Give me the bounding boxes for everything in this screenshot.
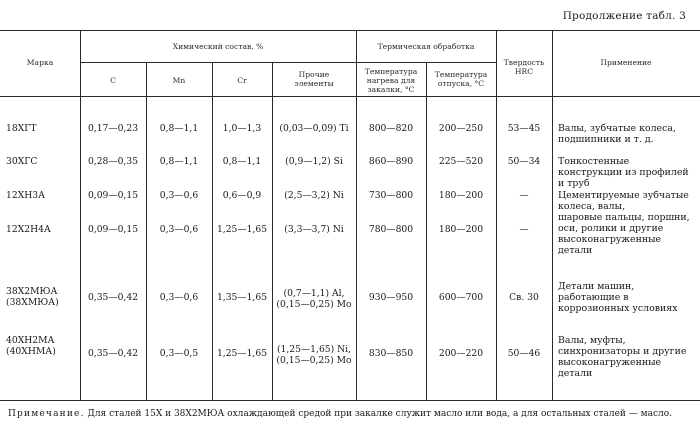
row-quench: 930—950 bbox=[368, 292, 414, 303]
footnote-lead: Примечание. bbox=[8, 409, 85, 419]
row-hardness: Св. 30 bbox=[509, 292, 539, 303]
col-rule-1 bbox=[80, 30, 81, 400]
footnote-text: Для сталей 15Х и 38Х2МЮА охлаждающей средой при закалке служит масло или вода, а для остальных сталей — масло. bbox=[87, 409, 673, 419]
row-other-elements-2: (0,15—0,25) Mo bbox=[276, 355, 352, 366]
row-grade: 18ХГТ bbox=[6, 123, 37, 134]
row-manganese: 0,8—1,1 bbox=[159, 123, 199, 134]
row-grade: 30ХГС bbox=[6, 156, 38, 167]
row-chromium: 1,25—1,65 bbox=[216, 224, 268, 235]
row-manganese: 0,8—1,1 bbox=[159, 156, 199, 167]
row-chromium: 1,0—1,3 bbox=[222, 123, 262, 134]
row-application: Валы, зубчатые колеса, подшипники и т. д. bbox=[558, 123, 676, 145]
row-chromium: 0,6—0,9 bbox=[222, 190, 262, 201]
row-application: шаровые пальцы, поршни, оси, ролики и другие высоконагруженные детали bbox=[558, 212, 690, 256]
row-carbon: 0,28—0,35 bbox=[87, 156, 139, 167]
table-footnote bbox=[8, 408, 692, 420]
row-other-elements: (2,5—3,2) Ni bbox=[284, 190, 344, 201]
header-quench-temperature: Температура нагрева для закалки, °C bbox=[364, 67, 418, 94]
col-rule-8 bbox=[552, 30, 553, 400]
row-carbon: 0,35—0,42 bbox=[87, 348, 139, 359]
row-chromium: 1,25—1,65 bbox=[216, 348, 268, 359]
row-grade-alias: (40ХНМА) bbox=[6, 346, 56, 357]
row-application: Детали машин, работающие в коррозионных условиях bbox=[558, 281, 678, 314]
row-temper: 200—250 bbox=[438, 123, 484, 134]
row-manganese: 0,3—0,6 bbox=[159, 190, 199, 201]
row-grade: 12Х2Н4А bbox=[6, 224, 51, 235]
header-chromium: Cr bbox=[237, 76, 247, 85]
row-application: Валы, муфты, синхронизаторы и другие высоконагруженные детали bbox=[558, 335, 687, 379]
header-heat-treatment: Термическая обработка bbox=[377, 42, 475, 51]
row-temper: 600—700 bbox=[438, 292, 484, 303]
row-temper: 225—520 bbox=[438, 156, 484, 167]
header-manganese: Mn bbox=[172, 76, 186, 85]
header-carbon: C bbox=[110, 76, 116, 85]
row-grade: 40ХН2МА bbox=[6, 335, 55, 346]
row-grade-alias: (38ХМЮА) bbox=[6, 297, 59, 308]
row-quench: 860—890 bbox=[368, 156, 414, 167]
row-grade: 38Х2МЮА bbox=[6, 286, 58, 297]
table-top-rule bbox=[0, 30, 700, 31]
subheader-rule bbox=[80, 62, 496, 63]
row-hardness: — bbox=[519, 190, 529, 201]
row-chromium: 0,8—1,1 bbox=[222, 156, 262, 167]
row-carbon: 0,17—0,23 bbox=[87, 123, 139, 134]
header-hardness: Твердость HRC bbox=[503, 58, 545, 76]
row-application: Цементируемые зубчатые колеса, валы, bbox=[558, 190, 689, 212]
row-temper: 200—220 bbox=[438, 348, 484, 359]
header-application: Применение bbox=[600, 58, 652, 67]
row-manganese: 0,3—0,6 bbox=[159, 292, 199, 303]
row-other-elements: (0,9—1,2) Si bbox=[285, 156, 343, 167]
row-hardness: 50—46 bbox=[507, 348, 541, 359]
header-bottom-rule bbox=[0, 96, 700, 97]
row-other-elements: (1,25—1,65) Ni, bbox=[276, 344, 352, 355]
table-bottom-rule bbox=[0, 400, 700, 401]
row-manganese: 0,3—0,5 bbox=[159, 348, 199, 359]
row-temper: 180—200 bbox=[438, 190, 484, 201]
row-grade: 12ХН3А bbox=[6, 190, 46, 201]
col-rule-5 bbox=[356, 30, 357, 400]
row-hardness: 53—45 bbox=[507, 123, 541, 134]
row-quench: 730—800 bbox=[368, 190, 414, 201]
header-other-elements: Прочие элементы bbox=[294, 70, 334, 88]
row-temper: 180—200 bbox=[438, 224, 484, 235]
row-application: Тонкостенные конструкции из профилей и труб bbox=[558, 156, 689, 189]
row-carbon: 0,09—0,15 bbox=[87, 224, 139, 235]
header-chemical-composition: Химический состав, % bbox=[172, 42, 264, 51]
table-continuation-label: Продолжение табл. 3 bbox=[562, 10, 686, 22]
row-other-elements: (3,3—3,7) Ni bbox=[284, 224, 344, 235]
col-rule-7 bbox=[496, 30, 497, 400]
row-manganese: 0,3—0,6 bbox=[159, 224, 199, 235]
header-grade: Марка bbox=[26, 58, 54, 67]
steel-grades-table bbox=[0, 30, 700, 400]
row-other-elements: (0,7—1,1) Al, bbox=[283, 288, 345, 299]
row-quench: 800—820 bbox=[368, 123, 414, 134]
row-quench: 830—850 bbox=[368, 348, 414, 359]
row-chromium: 1,35—1,65 bbox=[216, 292, 268, 303]
row-other-elements: (0,03—0,09) Ti bbox=[279, 123, 349, 134]
row-other-elements-2: (0,15—0,25) Mo bbox=[276, 299, 352, 310]
row-hardness: — bbox=[519, 224, 529, 235]
row-carbon: 0,09—0,15 bbox=[87, 190, 139, 201]
header-temper-temperature: Температура отпуска, °C bbox=[434, 70, 488, 88]
row-carbon: 0,35—0,42 bbox=[87, 292, 139, 303]
row-quench: 780—800 bbox=[368, 224, 414, 235]
row-hardness: 50—34 bbox=[507, 156, 541, 167]
